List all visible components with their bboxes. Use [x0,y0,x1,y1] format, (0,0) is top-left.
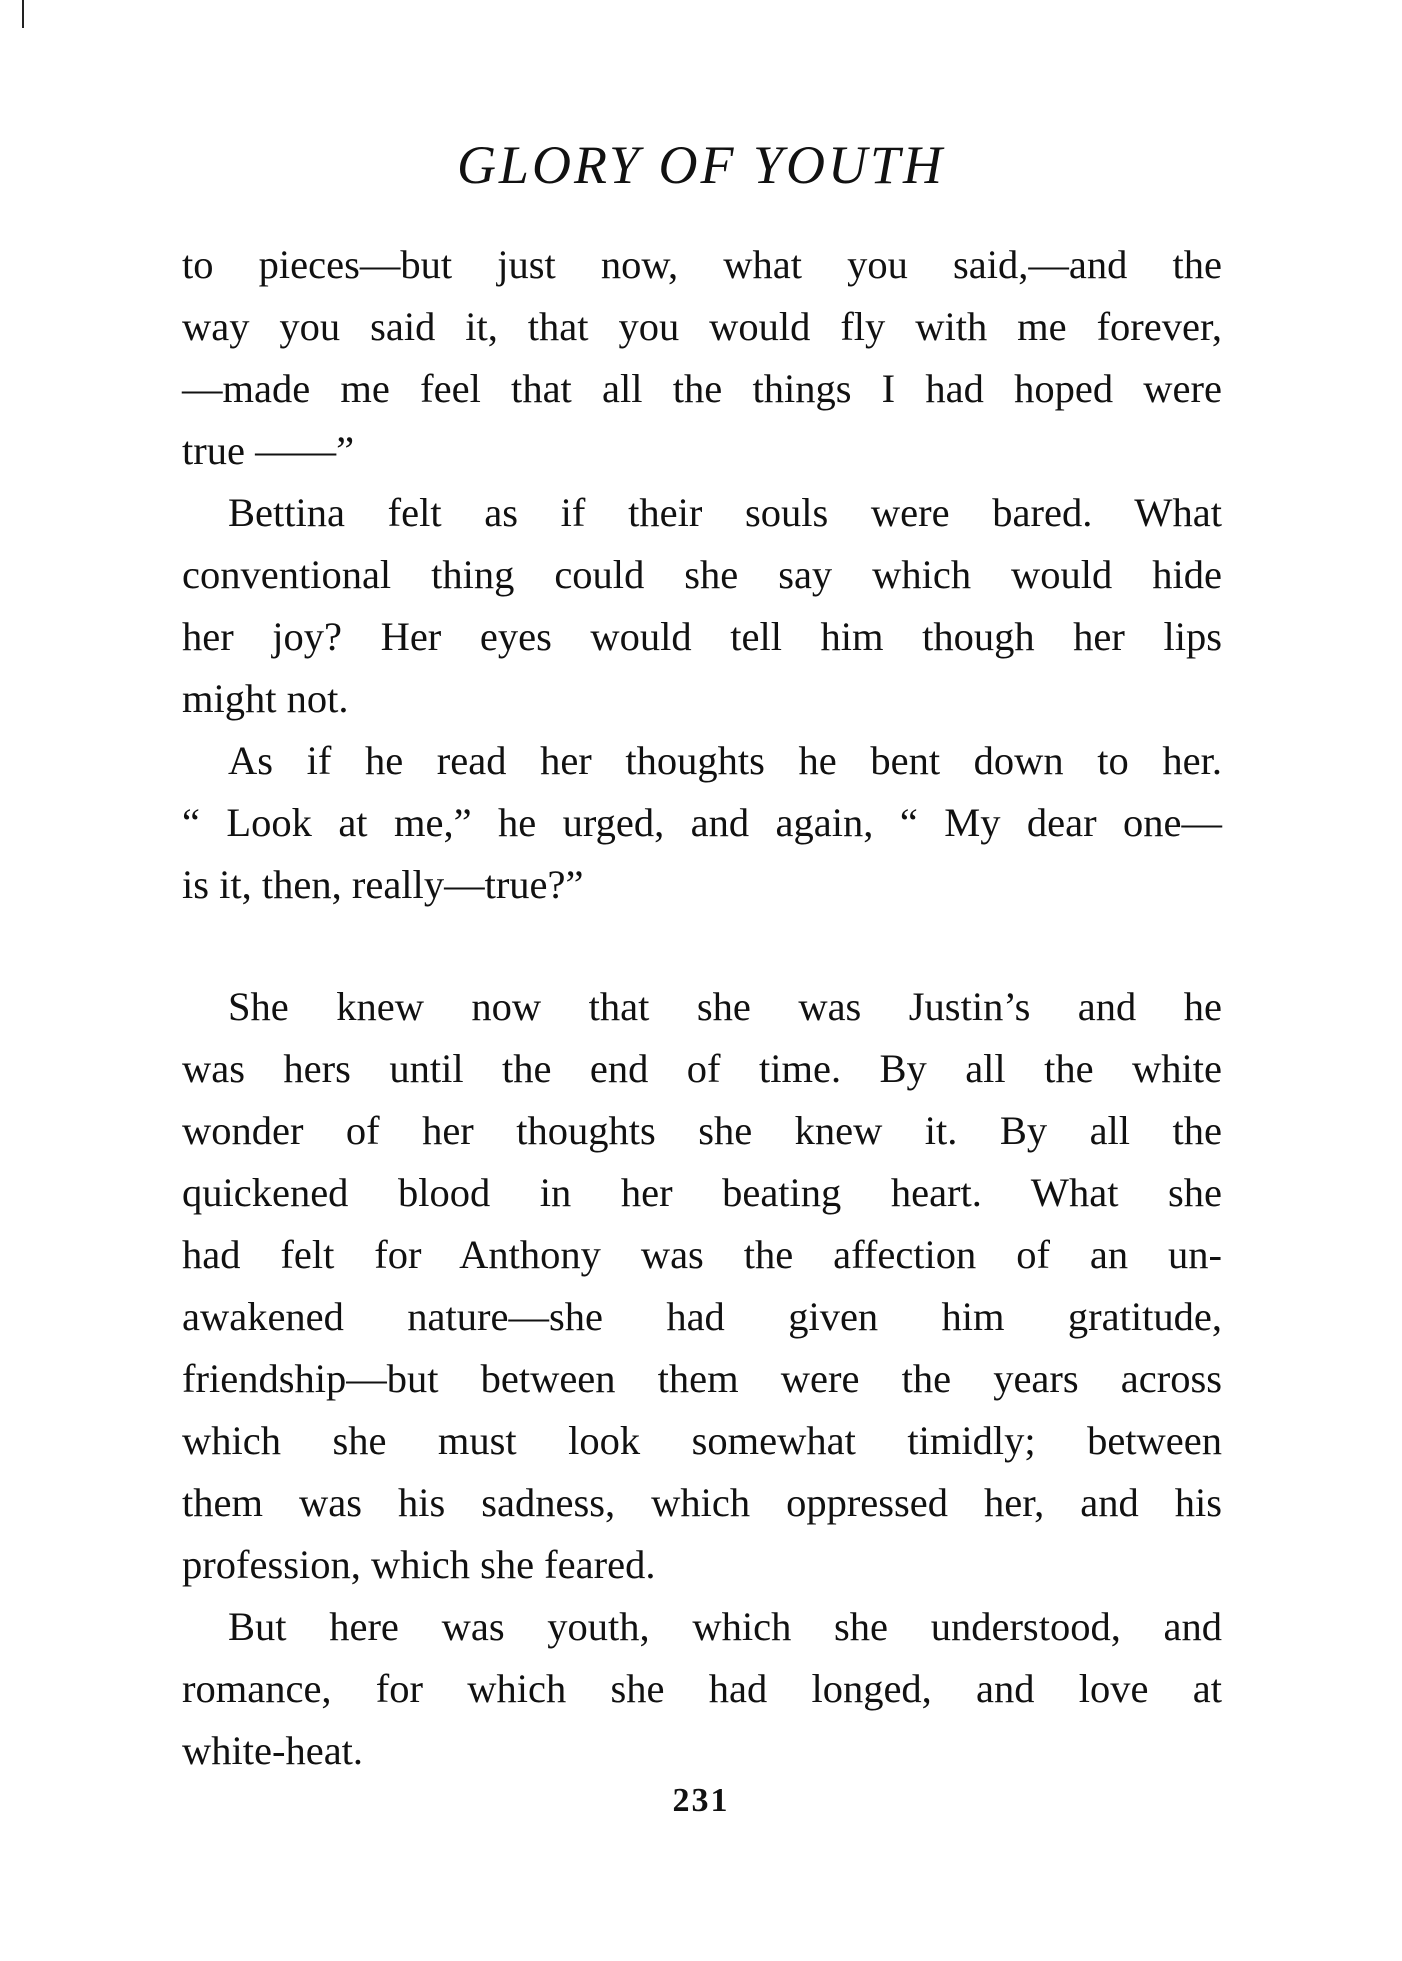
text-line: romance, for which she had longed, and love at [182,1666,1222,1711]
text-block-upper [182,234,1222,916]
text-line: them was his sadness, which oppressed her, and his [182,1480,1222,1525]
text-line: quickened blood in her beating heart. What she [182,1170,1222,1215]
text-line: She knew now that she was Justin’s and he [228,984,1222,1029]
text-line: to pieces—but just now, what you said,—and the [182,242,1222,287]
text-line: —made me feel that all the things I had hoped were [182,366,1222,411]
text-line: conventional thing could she say which would hide [182,552,1222,597]
text-line: awakened nature—she had given him gratitude, [182,1294,1222,1339]
page-number: 231 [672,1782,730,1819]
text-line: her joy? Her eyes would tell him though her lips [182,614,1222,659]
running-head: GLORY OF YOUTH [456,135,946,195]
text-line: was hers until the end of time. By all the white [182,1046,1222,1091]
text-line: Bettina felt as if their souls were bared. What [228,490,1222,535]
text-line: which she must look somewhat timidly; between [182,1418,1222,1463]
text-line: As if he read her thoughts he bent down to her. [228,738,1222,783]
text-line: profession, which she feared. [182,1542,656,1587]
text-line: But here was youth, which she understood, and [228,1604,1222,1649]
text-block-lower [182,976,1222,1782]
text-line: true ——” [182,428,355,473]
text-line: white-heat. [182,1728,364,1773]
text-line: had felt for Anthony was the affection of an un- [182,1232,1222,1277]
text-line: wonder of her thoughts she knew it. By all the [182,1108,1222,1153]
text-line: is it, then, really—true?” [182,862,584,907]
text-line: way you said it, that you would fly with me forever, [182,304,1222,349]
text-line: “ Look at me,” he urged, and again, “ My dear one— [182,800,1222,845]
text-line: friendship—but between them were the years across [182,1356,1222,1401]
text-line: might not. [182,676,349,721]
page-edge-mark [22,0,24,28]
